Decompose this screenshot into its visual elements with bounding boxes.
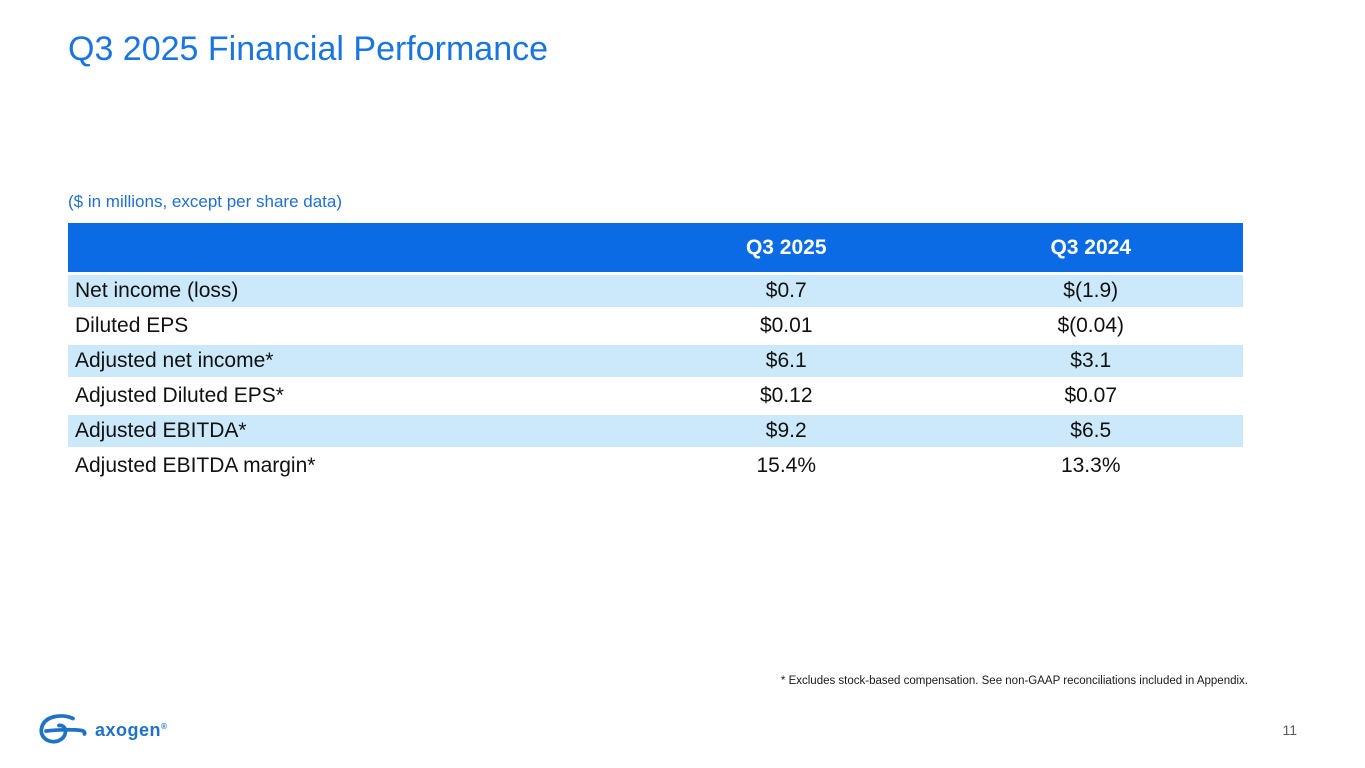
value-q3-2024: $0.07 (938, 380, 1243, 412)
financial-table (68, 220, 1243, 485)
row-label: Net income (loss) (68, 275, 634, 307)
row-label: Adjusted Diluted EPS* (68, 380, 634, 412)
slide-title: Q3 2025 Financial Performance (68, 30, 549, 68)
page-number: 11 (1282, 722, 1297, 738)
table-row (68, 415, 1243, 447)
axogen-logo-text: axogen® (95, 719, 168, 740)
table-row (68, 450, 1243, 482)
row-label: Diluted EPS (68, 310, 634, 342)
col-header-q3-2024: Q3 2024 (938, 223, 1243, 272)
value-q3-2025: $6.1 (634, 345, 938, 377)
value-q3-2024: 13.3% (938, 450, 1243, 482)
header-row (68, 223, 1243, 272)
value-q3-2025: $0.01 (634, 310, 938, 342)
value-q3-2025: $0.7 (634, 275, 938, 307)
financial-table-header (68, 223, 1243, 272)
logo-registered-mark: ® (161, 721, 168, 731)
financial-table-body (68, 275, 1243, 482)
units-note: ($ in millions, except per share data) (68, 192, 343, 211)
row-label: Adjusted EBITDA margin* (68, 450, 634, 482)
row-label: Adjusted EBITDA* (68, 415, 634, 447)
value-q3-2025: 15.4% (634, 450, 938, 482)
row-label: Adjusted net income* (68, 345, 634, 377)
footnote: * Excludes stock-based compensation. See non-GAAP reconciliations included in Appendix. (780, 675, 1248, 687)
value-q3-2024: $(1.9) (938, 275, 1243, 307)
table-row (68, 275, 1243, 307)
axogen-logo-icon (35, 708, 87, 752)
value-q3-2025: $9.2 (634, 415, 938, 447)
col-header-q3-2025: Q3 2025 (634, 223, 938, 272)
value-q3-2025: $0.12 (634, 380, 938, 412)
value-q3-2024: $(0.04) (938, 310, 1243, 342)
value-q3-2024: $6.5 (938, 415, 1243, 447)
axogen-logo (35, 708, 167, 752)
table-row (68, 380, 1243, 412)
table-row (68, 345, 1243, 377)
value-q3-2024: $3.1 (938, 345, 1243, 377)
col-header-metric (68, 223, 634, 272)
table-row (68, 310, 1243, 342)
